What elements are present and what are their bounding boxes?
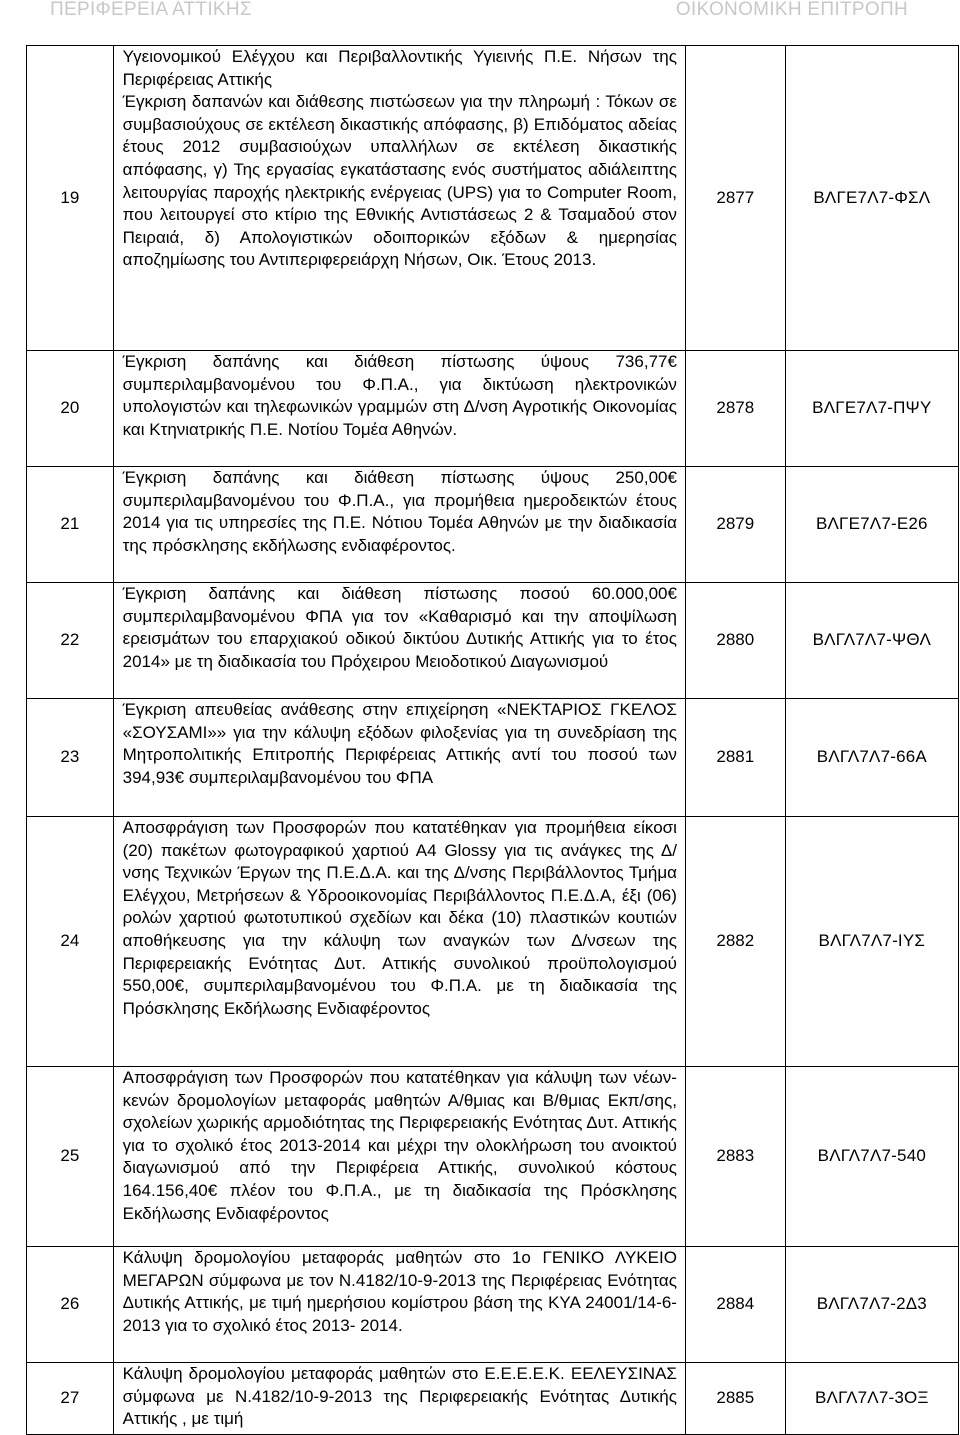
page-header: [0, 0, 960, 30]
row-number: 21: [27, 467, 114, 583]
ada-code: ΒΛΓΕ7Λ7-ΦΣΛ: [785, 46, 958, 351]
row-subject: Αποσφράγιση των Προσφορών που κατατέθηκαν για κάλυψη των νέων-κενών δρομολογίων μεταφοράς μαθητών Α/θμιας και Β/θμιας Εκπ/σης, σχολείων χωρικής αρμοδιότητας της Περιφερειακής Ενότητας Δυτ. Αττικής για το σχολικό έτος 2013-2014 και μέχρι την ολοκλήρωση του ανοικτού διαγωνισμού από την Περιφέρεια Αττικής, συνολικού κόστους 164.156,40€ πλέον του Φ.Π.Α., με τη διαδικασία της Πρόσκλησης Εκδήλωσης Ενδιαφέροντος: [113, 1067, 685, 1247]
row-subject: Υγειονομικού Ελέγχου και Περιβαλλοντικής Υγιεινής Π.Ε. Νήσων της Περιφέρειας Αττικής Έγκριση δαπανών και διάθεσης πιστώσεων για την πληρωμή : Τόκων σε συμβασιούχους σε εκτέλεση δικαστικής απόφασης, β) Επιδόματος αδείας έτους 2012 συμβασιούχων υπαλλήλων σε εκτέλεση δικαστικής απόφασης, γ) Της εργασίας εγκατάστασης ενός συστήματος αδιάλειπτης λειτουργίας παροχής ηλεκτρικής ενέργειας (UPS) για το Computer Room, που λειτουργεί στο κτίριο της Εθνικής Αντιστάσεως 2 & Τσαμαδού στον Πειραιά, δ) Απολογιστικών οδοιπορικών εξόδων & ημερησίας αποζημίωσης του Αντιπεριφερειάρχη Νήσων, Οικ. Έτους 2013.: [113, 46, 685, 351]
row-number: 19: [27, 46, 114, 351]
table-row: [27, 583, 959, 699]
ada-code: ΒΛΓΛ7Λ7-ΙΥΣ: [785, 817, 958, 1067]
ada-code: ΒΛΓΕ7Λ7-ΠΨΥ: [785, 351, 958, 467]
decision-number: 2881: [685, 699, 785, 817]
ada-code: ΒΛΓΛ7Λ7-66Α: [785, 699, 958, 817]
table-row: [27, 817, 959, 1067]
row-subject: Έγκριση δαπάνης και διάθεση πίστωσης ύψους 736,77€ συμπεριλαμβανομένου του Φ.Π.Α., για δικτύωση ηλεκτρονικών υπολογιστών και τηλεφωνικών γραμμών στη Δ/νση Αγροτικής Οικονομίας και Κτηνιατρικής Π.Ε. Νοτίου Τομέα Αθηνών.: [113, 351, 685, 467]
decision-number: 2879: [685, 467, 785, 583]
row-number: 27: [27, 1363, 114, 1435]
decision-number: 2880: [685, 583, 785, 699]
decisions-table: [26, 45, 959, 1435]
table-row: [27, 46, 959, 351]
decision-number: 2884: [685, 1247, 785, 1363]
decision-number: 2877: [685, 46, 785, 351]
decision-number: 2878: [685, 351, 785, 467]
row-number: 23: [27, 699, 114, 817]
ada-code: ΒΛΓΛ7Λ7-540: [785, 1067, 958, 1247]
ada-code: ΒΛΓΛ7Λ7-2Δ3: [785, 1247, 958, 1363]
row-subject: Κάλυψη δρομολογίου μεταφοράς μαθητών στο Ε.Ε.Ε.Ε.Κ. ΕΕΛΕΥΣΙΝΑΣ σύμφωνα με Ν.4182/10-9-2013 της Περιφερειακής Ενότητας Δυτικής Αττικής , με τιμή: [113, 1363, 685, 1435]
row-subject: Έγκριση δαπάνης και διάθεση πίστωσης ποσού 60.000,00€ συμπεριλαμβανομένου ΦΠΑ για τον «Καθαρισμό και την αποψίλωση ερεισμάτων του επαρχιακού οδικού δικτύου Δυτικής Αττικής για το έτος 2014» με τη διαδικασία του Πρόχειρου Μειοδοτικού Διαγωνισμού: [113, 583, 685, 699]
table-row: [27, 467, 959, 583]
decision-number: 2883: [685, 1067, 785, 1247]
header-region: ΠΕΡΙΦΕΡΕΙΑ ΑΤΤΙΚΗΣ: [50, 0, 252, 20]
row-number: 22: [27, 583, 114, 699]
table-row: [27, 699, 959, 817]
row-number: 24: [27, 817, 114, 1067]
decision-number: 2882: [685, 817, 785, 1067]
row-number: 26: [27, 1247, 114, 1363]
table-row: [27, 1247, 959, 1363]
ada-code: ΒΛΓΕ7Λ7-Ε26: [785, 467, 958, 583]
row-number: 25: [27, 1067, 114, 1247]
ada-code: ΒΛΓΛ7Λ7-ΨΘΛ: [785, 583, 958, 699]
ada-code: ΒΛΓΛ7Λ7-3ΟΞ: [785, 1363, 958, 1435]
table-row: [27, 351, 959, 467]
row-subject: Κάλυψη δρομολογίου μεταφοράς μαθητών στο 1ο ΓΕΝΙΚΟ ΛΥΚΕΙΟ ΜΕΓΑΡΩΝ σύμφωνα με τον Ν.4182/10-9-2013 της Περιφέρειας Ενότητας Δυτικής Αττικής, με τιμή ημερήσιου κομίστρου βάση της ΚΥΑ 24001/14-6-2013 για το σχολικό έτος 2013- 2014.: [113, 1247, 685, 1363]
header-committee: ΟΙΚΟΝΟΜΙΚΗ ΕΠΙΤΡΟΠΗ: [675, 0, 908, 20]
row-subject: Έγκριση απευθείας ανάθεσης στην επιχείρηση «ΝΕΚΤΑΡΙΟΣ ΓΚΕΛΟΣ «ΣΟΥΣΑΜΙ»» για την κάλυψη εξόδων φιλοξενίας για τη συνεδρίαση της Μητροπολιτικής Επιτροπής Περιφέρειας Αττικής αντί του ποσού των 394,93€ συμπεριλαμβανομένου του ΦΠΑ: [113, 699, 685, 817]
row-number: 20: [27, 351, 114, 467]
table-row: [27, 1363, 959, 1435]
table-row: [27, 1067, 959, 1247]
decision-number: 2885: [685, 1363, 785, 1435]
row-subject: Έγκριση δαπάνης και διάθεση πίστωσης ύψους 250,00€ συμπεριλαμβανομένου του Φ.Π.Α., για προμήθεια ημεροδεικτών έτους 2014 για τις υπηρεσίες της Π.Ε. Νότιου Τομέα Αθηνών με την διαδικασία της πρόσκλησης εκδήλωσης ενδιαφέροντος.: [113, 467, 685, 583]
row-subject: Αποσφράγιση των Προσφορών που κατατέθηκαν για προμήθεια είκοσι (20) πακέτων φωτογραφικού χαρτιού Α4 Glossy για τις ανάγκες της Δ/νσης Τεχνικών Έργων της Π.Ε.Δ.Α. και της Δ/νσης Περιβάλλοντος Τμήμα Ελέγχου, Μετρήσεων & Υδροοικονομίας Περιβάλλοντος Π.Ε.Δ.Α, έξι (06) ρολών χαρτιού φωτοτυπικού σχεδίων και δέκα (10) πλαστικών κουτιών αποθήκευσης για την κάλυψη των αναγκών των Δ/νσεων της Περιφερειακής Ενότητας Δυτ. Αττικής συνολικού προϋπολογισμού 550,00€, συμπεριλαμβανομένου του Φ.Π.Α. με τη διαδικασία της Πρόσκλησης Εκδήλωσης Ενδιαφέροντος: [113, 817, 685, 1067]
